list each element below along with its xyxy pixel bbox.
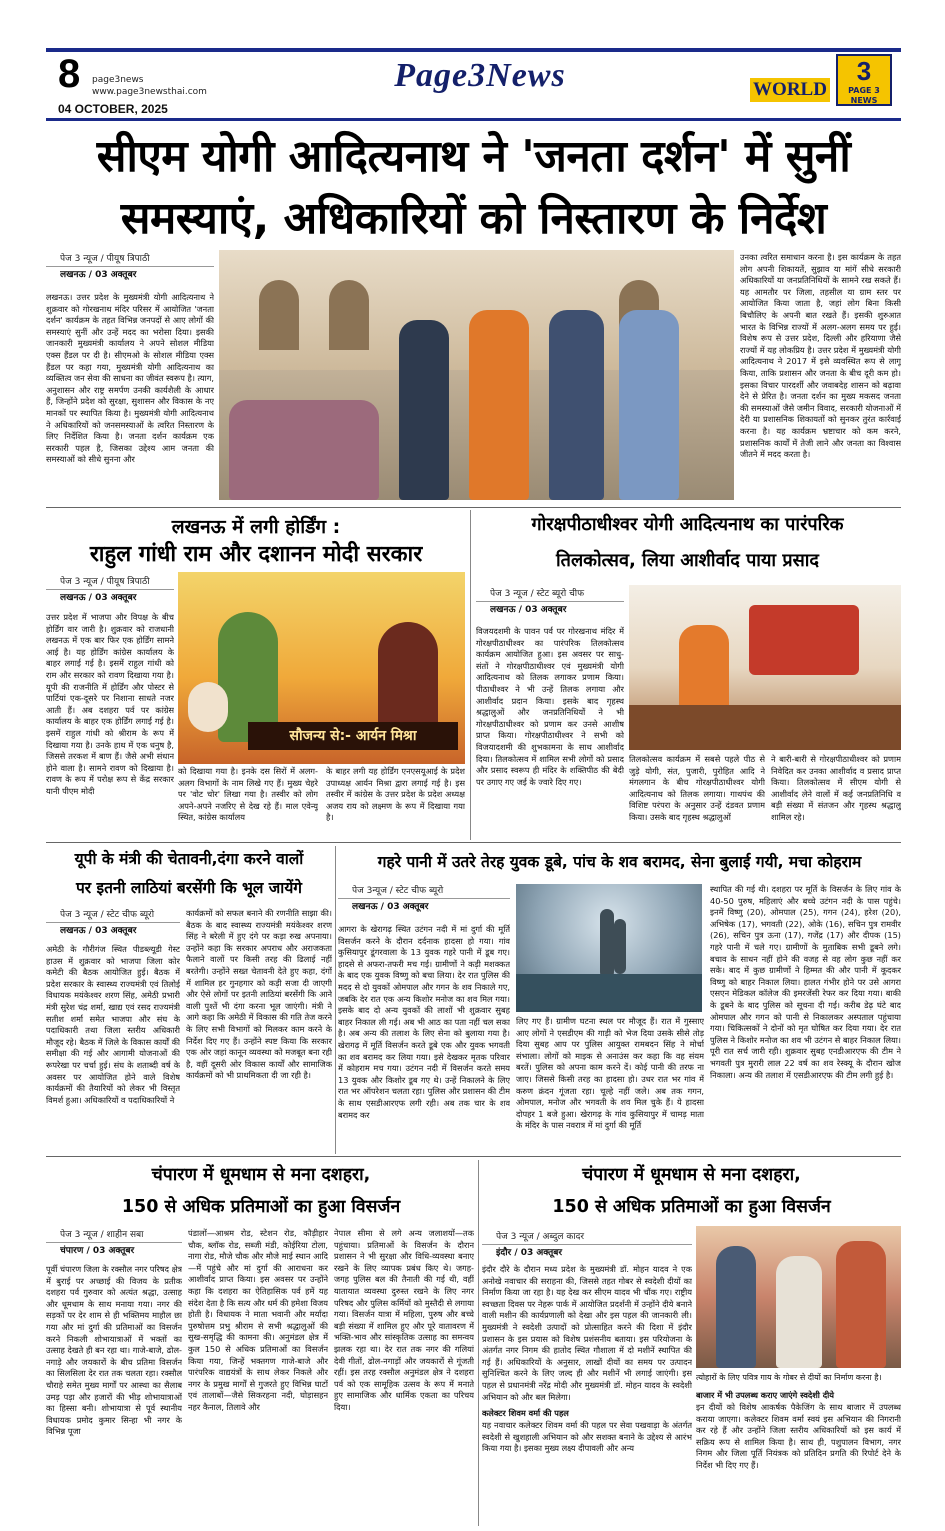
lead-dateline: लखनऊ / 03 अक्तूबर — [60, 270, 137, 280]
page-number: 8 — [58, 52, 81, 96]
hoarding-body-1: उत्तर प्रदेश में भाजपा और विपक्ष के बीच होर्डिंग वार जारी है। शुक्रवार को राजधानी लखनऊ में एक बार फिर एक होर्डिंग सामने आई है। यह होर्डिंग कांग्रेस कार्यालय के बाहर लगाई गई है। इसमें राहुल गांधी को राम और सरकार को रावण दिखाया गया है। यूपी की राजनीति में होर्डिंग और पोस्टर से पार्टियां एक-दूसरे पर निशाना साधते नजर आती हैं। अब दशहरा पर्व पर कांग्रेस कार्यालय के बाहर एक होर्डिंग लगाई गई है। इसमें राहुल गांधी को श्रीराम के रूप में दिखाया गया है। उनके हाथ में एक धनुष है, जिससे तरकश में बाण हैं। जैसे अभी संधान होने वाला है। सामने रावण को दिखाया है। रावण के रूप में परोक्ष रूप से केंद्र सरकार यानी पीएम मोदी — [46, 612, 174, 796]
minister-dateline: लखनऊ / 03 अक्तूबर — [60, 926, 137, 936]
lead-photo-janta-darshan — [219, 250, 734, 500]
hoarding-dateline: लखनऊ / 03 अक्तूबर — [60, 593, 137, 603]
badge-number: 3 — [856, 56, 872, 86]
masthead-links — [92, 74, 207, 98]
indore-headline-line-1: चंपारण में धूमधाम से मना दशहरा, — [582, 1165, 801, 1185]
minister-headline-line-2: पर इतनी लाठियां बरसेंगी कि भूल जायेंगे — [75, 879, 303, 897]
hoarding-poster-image — [178, 572, 465, 764]
tilakotsav-photo — [629, 585, 901, 750]
website-link: www.page3newsthai.com — [92, 87, 207, 97]
indore-diya-photo — [696, 1226, 901, 1368]
gorakhpur-headline-line-2: तिलकोत्सव, लिया आशीर्वाद पाया प्रसाद — [556, 550, 819, 571]
drowning-body-3: स्थापित की गई थी। दशहरा पर मूर्ति के विसर्जन के लिए गांव के 40-50 पुरुष, महिलाएं और बच्चे उटंगन नदी के पास पहुंचे। इनमें विष्णु (20), ओमपाल (25), गगन (24), हरेश (20), अभिषेक (17), भगवती (22), ओके (16), सचिन पुत्र रामवीर (26), सचिन पुत्र ऊना (17), गजेंद्र (17) और दीपक (15) गहरे पानी में चले गए। ग्रामीणों के मुताबिक सभी डूबने लगे। बचाव के साधन नहीं होने की वजह से वह लोग कुछ नहीं कर सके। बाद में कुछ ग्रामीणों ने हिम्मत की और पानी में कूदकर विष्णु को बाहर निकाल लिया। हालत गंभीर होने पर उसे आगरा एसएन मेडिकल कॉलेज की इमरजेंसी रेफर कर दिया गया। बाकी के डूबने के बाद पुलिस को सूचना दी गई। करीब डेढ़ घंटे बाद ओमपाल और गगन को पानी से निकालकर अस्पताल पहुंचाया गया। चिकित्सकों ने दोनों को मृत घोषित कर दिया गया। देर रात पुलिस ने किशोर मनोज का शव भी उटंगन से बाहर निकाल लिया। पूरी रात सर्च जारी रही। शुक्रवार सुबह एनडीआरएफ की टीम ने भगवती पुत्र मुरारी लाल 22 वर्ष का शव रेस्क्यू के दौरान खोज निकाला। अन्य की तलाश में एसडीआरएफ की टीम लगी हुई है। — [710, 884, 901, 1080]
hoarding-byline: पेज 3 न्यूज / पीयूष त्रिपाठी — [46, 575, 174, 590]
divider — [478, 1160, 479, 1526]
gorakhpur-body-1: विजयदशमी के पावन पर्व पर गोरखनाथ मंदिर में गोरक्षपीठाधीश्वर का पारंपरिक तिलकोत्सव कार्यक्रम आयोजित हुआ। इस अवसर पर साधु-संतों ने गोरक्षपीठाधीश्वर एवं मुख्यमंत्री योगी आदित्यनाथ को तिलक लगाकर प्रणाम किया। पीठाधीश्वर ने भी उन्हें तिलक लगाया और आशीर्वाद प्रदान किया। इसके बाद गृहस्थ श्रद्धालुओं और जनप्रतिनिधियों ने भी गोरक्षपीठाधीश्वर को प्रणाम कर उनसे आशीष प्राप्त किया। गोरक्षपीठाधीश्वर ने सभी को विजयादशमी की शुभकामना के साथ आशीर्वाद दिया। तिलकोत्सव में शामिल सभी लोगों को प्रसाद और प्रसाद स्वरूप ही मंदिर के शक्तिपीठ की बेदी पर उगाए गए जई के ज्वारे दिए गए। — [476, 626, 624, 787]
drowning-headline: गहरे पानी में उतरे तेरह युवक डूबे, पांच के शव बरामद, सेना बुलाई गयी, मचा कोहराम — [377, 853, 862, 871]
badge-text: PAGE 3 NEWS — [848, 86, 880, 105]
divider — [470, 510, 471, 840]
lead-headline-line-1: सीएम योगी आदित्यनाथ ने 'जनता दर्शन' में सुनीं — [96, 131, 851, 182]
indore-subhead-2: बाजार में भी उपलब्ध कराए जाएंगे स्वदेशी दीये — [696, 1390, 834, 1400]
champaran-body-1: पूर्वी चंपारण जिला के रक्सौल नगर परिषद क्षेत्र में बुराई पर अच्छाई की विजय के प्रतीक दशहरा पर्व गुरुवार को अत्यंत श्रद्धा, उत्साह और धूमधाम के साथ मनाया गया। नगर की सड़कों पर देर शाम से ही भक्तिमय माहौल छा गया और मां दुर्गा की प्रतिमाओं का विसर्जन करने निकली शोभायात्राओं में भक्तों का उत्साह देखते ही बन रहा था। गाजे-बाजे, ढोल-नगाड़े और जयकारों के बीच प्रतिमा विसर्जन का सिलसिला देर रात तक चलता रहा। रक्सौल चौराहे समेत मुख्य मार्गों पर आस्था का सैलाब उमड़ पड़ा और हजारों की भीड़ शोभायात्राओं का हिस्सा बनी। शोभायात्रा से पूर्व स्थानीय विधायक प्रमोद कुमार सिन्हा भी नगर के विभिन्न पूजा — [46, 1264, 182, 1437]
hoarding-body-3: के बाहर लगी यह होर्डिंग एनएसयूआई के प्रदेश उपाध्यक्ष आर्यन मिश्रा द्वारा लगाई गई है। इस तस्वीर में कांग्रेस के उत्तर प्रदेश के प्रदेश अध्यक्ष अजय राय को लक्ष्मण के रूप में दिखाया गया है। — [326, 766, 465, 823]
divider — [46, 1156, 901, 1157]
divider — [46, 842, 901, 843]
gorakhpur-byline: पेज 3 न्यूज / स्टेट ब्यूरो चीफ — [476, 587, 624, 602]
social-handle: page3news — [92, 75, 144, 85]
champaran-body-2: पंडालों—आश्रम रोड, स्टेशन रोड, कौड़ीहार चौक, ब्लॉक रोड, सब्जी मंडी, कोईरिया टोला, नागा रोड, मौजे चौक और मौजे माई स्थान आदि—में पहुंचे और मां दुर्गा की आराधना कर आशीर्वाद प्राप्त किया। इस अवसर पर उन्होंने कहा कि दशहरा का ऐतिहासिक पर्व हमें यह संदेश देता है कि सत्य और धर्म की हमेशा विजय होती है। विधायक ने माता भवानी और मर्यादा पुरुषोत्तम प्रभु श्रीराम से सभी श्रद्धालुओं की सुख-समृद्धि की कामना की। अनुमंडल क्षेत्र में कुल 150 से अधिक प्रतिमाओं का विसर्जन किया गया, जिन्हें भक्तगण गाजे-बाजे और पारंपरिक वाद्ययंत्रों के साथ लेकर निकले और नगर के प्रमुख मार्गों से गुजरते हुए विभिन्न घाटों एवं तालाबों—जैसे सिकरहना नदी, घोड़ासहन नहर कैनाल, तिलावे और — [188, 1228, 328, 1412]
champaran-byline: पेज 3 न्यूज / शाहीन सबा — [46, 1228, 182, 1243]
section-label: WORLD — [750, 78, 830, 102]
minister-body-2: कार्यक्रमों को सफल बनाने की रणनीति साझा की। बैठक के बाद स्वास्थ्य राज्यमंत्री मयंकेश्वर शरण सिंह ने बरेली में हुए दंगे पर कड़ा रुख अपनाया। उन्होंने कहा कि सरकार अपराध और अराजकता फैलाने वालों पर किसी तरह की ढिलाई नहीं बरतेगी। उन्होंने सख्त चेतावनी देते हुए कहा, दंगों में शामिल हर गुनहगार को कड़ी सजा दी जाएगी और ऐसे लोगों पर इतनी लाठियां बरसेंगी कि आने वाली पुश्तें भी दंगा करना भूल जाएंगी। मंत्री ने आगे कहा कि अमेठी में विकास की गति तेज करने के लिए सभी विभागों को मिलकर काम करने के निर्देश दिए गए हैं। उन्होंने स्पष्ट किया कि सरकार एक ओर जहां कानून व्यवस्था को मजबूत बना रही है, वहीं दूसरी ओर विकास कार्यों और सामाजिक कार्यक्रमों को भी प्राथमिकता दी जा रही है। — [186, 908, 332, 1081]
champaran-headline-line-1: चंपारण में धूमधाम से मना दशहरा, — [151, 1165, 371, 1185]
champaran-body-3: नेपाल सीमा से लगे अन्य जलाशयों—तक पहुंचाया। प्रतिमाओं के विसर्जन के दौरान प्रशासन ने भी सुरक्षा और विधि-व्यवस्था बनाए रखने के लिए व्यापक प्रबंध किए थे। जगह-जगह पुलिस बल की तैनाती की गई थी, वहीं यातायात व्यवस्था दुरुस्त रखने के लिए नगर परिषद और पुलिस कर्मियों को मुस्तैदी से लगाया गया। विसर्जन यात्रा में महिला, पुरुष और बच्चे बड़ी संख्या में शामिल हुए और पूरे वातावरण में भक्ति-भाव और सांस्कृतिक उत्साह का समन्वय झलक रहा था। देर रात तक नगर की गलियां देवी गीतों, ढोल-नगाड़ों और जयकारों से गूंजती रहीं। इस तरह रक्सौल अनुमंडल क्षेत्र ने दशहरा पर्व को एक सामूहिक उत्सव के रूप में मनाते हुए सामाजिक और धार्मिक एकता का परिचय दिया। — [334, 1228, 474, 1412]
indore-body-3: इन दीयों को विशेष आकर्षक पैकेजिंग के साथ बाजार में उपलब्ध कराया जाएगा। कलेक्टर शिवम वर्मा स्वयं इस अभियान की निगरानी कर रहे हैं और उन्होंने जिला स्तरीय अधिकारियों को इस कार्य में सक्रिय रूप से शामिल किया है। साथ ही, पशुपालन विभाग, नगर निगम और जिला पूर्ति नियंत्रक को प्रतिदिन प्रगति की रिपोर्ट देने के निर्देश भी दिए गए हैं। — [696, 1402, 901, 1470]
lead-body-right: उनका त्वरित समाधान करना है। इस कार्यक्रम के तहत लोग अपनी शिकायतें, सुझाव या मांगें सीधे सरकारी अधिकारियों या जनप्रतिनिधियों के सामने रख सकते हैं। यह आमतौर पर जिला, तहसील या ग्राम स्तर पर आयोजित किया जाता है, जहां लोग बिना किसी बिचौलिए के अपनी बात रखते हैं। इसकी शुरुआत भारत के विभिन्न राज्यों में अलग-अलग समय पर हुई। विशेष रूप से उत्तर प्रदेश, दिल्ली और हरियाणा जैसे राज्यों में यह लोकप्रिय है। उत्तर प्रदेश में मुख्यमंत्री योगी आदित्यनाथ ने 2017 में इसे व्यवस्थित रूप से लागू किया, ताकि प्रशासन और जनता के बीच दूरी कम हो। इसका विचार पारदर्शी और जवाबदेह शासन को बढ़ावा देने से प्रेरित है। जनता दर्शन का मुख्य मकसद जनता की समस्याओं जैसे जमीन विवाद, सरकारी योजनाओं में देरी या प्रशासनिक शिकायतों को सुनकर तुरंत कार्रवाई करना है। यह कार्यक्रम भ्रष्टाचार को कम करने, प्रशासनिक कार्यों में तेजी लाने और जनता का विश्वास जीतने में मदद करता है। — [740, 252, 901, 460]
hoarding-headline-line-1: लखनऊ में लगी होर्डिंग : — [171, 516, 341, 538]
issue-date: 04 OCTOBER, 2025 — [58, 102, 168, 116]
champaran-headline-line-2: 150 से अधिक प्रतिमाओं का हुआ विसर्जन — [121, 1197, 401, 1217]
lead-body-left: लखनऊ। उत्तर प्रदेश के मुख्यमंत्री योगी आदित्यनाथ ने शुक्रवार को गोरखनाथ मंदिर परिसर में आयोजित 'जनता दर्शन' कार्यक्रम के तहत विभिन्न जनपदों से आए लोगों की समस्याएं सुनीं और उन्हें मदद का भरोसा दिया। इसकी जानकारी मुख्यमंत्री कार्यालय ने अपने सोशल मीडिया एक्स हैंडल पर दी है। सीएमओ के सोशल मीडिया एक्स हैंडल पर कहा गया, मुख्यमंत्री योगी आदित्यनाथ का व्यक्तित्व जन सेवा की साधना का जीवंत स्वरूप है। त्याग, अनुशासन और राष्ट्र समर्पण उनकी कार्यशैली के आधार हैं, जिन्होंने प्रदेश को सुरक्षा, सुशासन और विकास के नए मानकों पर स्थापित किया है। मुख्यमंत्री योगी आदित्यनाथ ने अधिकारियों को जनसमस्याओं के त्वरित निस्तारण के लिए निर्देशित किया है। जनता दर्शन कार्यक्रम एक सरकारी पहल है, जिसका उद्देश्य आम जनता की समस्याओं को सीधे सुनना और — [46, 292, 214, 465]
hoarding-headline-line-2: राहुल गांधी राम और दशानन मोदी सरकार — [89, 542, 423, 567]
lead-headline-line-2: समस्याएं, अधिकारियों को निस्तारण के निर्देश — [120, 193, 827, 244]
drowning-photo — [516, 884, 702, 1012]
drowning-body-2: लिए गए हैं। ग्रामीण घटना स्थल पर मौजूद हैं। रात में गुस्साए आए लोगों ने एसडीएम की गाड़ी को भेज दिया उसके सीसे तोड़ दिया सुबह आप पर पुलिस आयुक्त रामबदन सिंह ने मोर्चा संभाला। लोगों को माइक से अनाउंस कर कहा कि वह संयम बरतें। पुलिस को अपना काम करने दें। कोई पानी की तरफ ना जाए। जिससे किसी तरह का हादसा हो। उधर रात भर गांव में करुण क्रंदन गूंजता रहा। चूल्हे नहीं जले। अब तक गगन, ओमपाल, मनोज और भगवती के शव मिल चुके हैं। ये हादसा दोपहर 1 बजे हुआ। खेरागढ़ के गांव कुसियापुर में चामड़ माता के मंदिर के पास नवरात्र में मां दुर्गा की मूर्ति — [516, 1016, 704, 1131]
minister-headline-line-1: यूपी के मंत्री की चेतावनी,दंगा करने वालों — [74, 850, 304, 868]
gorakhpur-dateline: लखनऊ / 03 अक्तूबर — [490, 605, 567, 615]
brand-badge — [836, 54, 892, 106]
indore-body-1: इंदौर दौरे के दौरान मध्य प्रदेश के मुख्यमंत्री डॉ. मोहन यादव ने एक अनोखे नवाचार की सराहना की, जिससे तहत गोबर से स्वदेशी दीयों का निर्माण किया जा रहा है। यह देख कर सीएम यादव भी चौंक गए। राष्ट्रीय स्वच्छता दिवस पर नेहरू पार्क में आयोजित प्रदर्शनी में उन्होंने दीये बनाने वाली मशीन की कार्यप्रणाली को देखा और इस पहल की जानकारी ली। मुख्यमंत्री ने स्वदेशी उत्पादों को प्रोत्साहित करने की दिशा में इंदौर प्रशासन के इस प्रयास को विशेष प्रशंसनीय बताया। इस परियोजना के अंतर्गत नगर निगम की हातोद स्थित गौशाला में दो मशीनें स्थापित की गई हैं। अधिकारियों के अनुसार, लाखों दीयों का समय पर उत्पादन सुनिश्चित करने के लिए जल्द ही और मशीनें भी लगाई जाएंगी। इस पहल से प्रधानमंत्री नरेंद्र मोदी और मुख्यमंत्री डॉ. मोहन यादव के स्वदेशी अभियान को और बल मिलेगा। — [482, 1264, 692, 1402]
drowning-dateline: लखनऊ / 03 अक्तूबर — [352, 902, 429, 912]
champaran-dateline: चंपारण / 03 अक्तूबर — [60, 1246, 135, 1256]
lead-byline: पेज 3 न्यूज / पीयूष त्रिपाठी — [46, 252, 214, 267]
indore-body-2: यह नवाचार कलेक्टर शिवम वर्मा की पहल पर सेवा पखवाड़ा के अंतर्गत स्वदेशी से खुशहाली अभियान को और सशक्त बनाने के उद्देश्य से आरंभ किया गया है। इसका मुख्य लक्ष्य दीपावली और अन्य — [482, 1420, 692, 1454]
indore-headline-line-2: 150 से अधिक प्रतिमाओं का हुआ विसर्जन — [552, 1197, 831, 1217]
drowning-body-1: आगरा के खेरागढ़ स्थित उटंगन नदी में मां दुर्गा की मूर्ति विसर्जन करने के दौरान दर्दनाक हादसा हो गया। गांव कुसियापुर डूंगरवाला के 13 युवक गहरे पानी में डूब गए। हादसे से अफरा-तफरी मच गई। ग्रामीणों ने कड़ी मशक्कत के बाद एक युवक विष्णु को बचा लिया। देर रात पुलिस की मदद से दो युवकों ओमपाल और गगन के शव निकाले गए, जबकि देर रात एक अन्य किशोर मनोज का शव मिल गया। इसके बाद दो अन्य युवकों की लाशों भी शुक्रवार सुबह बाहर निकाल ली गई। अब भी आठ का पता नहीं चल सका है। अब अन्य की तलाश के लिए सेना को बुलाया गया है। खेरागढ़ में मूर्ति विसर्जन करते डूबे एक और युवक भगवती का शव बरामद कर लिया गया। इसे देखकर मृतक परिवार में कोहराम मच गया। उटंगन नदी में विसर्जन करते समय 13 युवक और किशोर डूब गए थे। उन्हें निकालने के लिए रात भर ऑपरेशन चलता रहा। पुलिस और प्रशासन की टीम के साथ एसडीआरएफ लगी रही। अब तक चार के शव बरामद कर — [338, 924, 510, 1120]
indore-dateline: इंदौर / 03 अक्तूबर — [496, 1248, 563, 1258]
indore-byline: पेज 3 न्यूज / अब्दुल कादर — [482, 1230, 692, 1245]
hoarding-body-2: को दिखाया गया है। इनके दस सिरों में अलग-अलग विभागों के नाम लिखे गए हैं। मुख्य चेहरे पर 'वोट चोर' लिखा गया है। तस्वीर को लोग अपने-अपने नजरिए से देख रहे हैं। माल एवेन्यू स्थित, कांग्रेस कार्यालय — [178, 766, 318, 823]
masthead-rule — [46, 118, 901, 121]
gorakhpur-body-2: तिलकोत्सव कार्यक्रम में सबसे पहले पीठ से जुड़े योगी, संत, पुजारी, पुरोहित आदि ने मंगलगान के बीच गोरक्षपीठाधीश्वर योगी आदित्यनाथ को तिलक लगाया। गाथपंथ की विशिष्ट परंपरा के अनुसार उन्हें दंडवत प्रणाम किया। उसके बाद गृहस्थ श्रद्धालुओं — [629, 754, 765, 822]
divider — [335, 846, 336, 1154]
masthead-logo: Page3News — [394, 57, 566, 94]
minister-body-1: अमेठी के गौरीगंज स्थित पीडब्ल्यूडी गेस्ट हाउस में शुक्रवार को भाजपा जिला कोर कमेटी की बैठक आयोजित हुई। बैठक में प्रदेश सरकार के स्वास्थ्य राज्यमंत्री एवं तिलोई विधायक मयंकेश्वर शरण सिंह, अमेठी प्रभारी मंत्री सुरेश चंद्र शर्मा, खाद्य एवं रसद राज्यमंत्री सतीश शर्मा समेत भाजपा और संघ के पदाधिकारी तथा जिला स्तरीय अधिकारी मौजूद रहे। बैठक में जिले के विकास कार्यों की समीक्षा की गई और आगामी योजनाओं की रूपरेखा पर चर्चा हुई। संघ के शताब्दी वर्ष के अवसर पर आयोजित होने वाले विशेष कार्यक्रमों की तैयारियों को लेकर भी विस्तृत विमर्श हुआ। अधिकारियों व पदाधिकारियों ने — [46, 944, 180, 1105]
gorakhpur-headline-line-1: गोरक्षपीठाधीश्वर योगी आदित्यनाथ का पारंपरिक — [531, 514, 844, 535]
indore-photo-caption: त्योहारों के लिए पवित्र गाय के गोबर से दीयों का निर्माण करना है। — [696, 1373, 882, 1382]
poster-credit: सौजन्य से:- आर्यन मिश्रा — [248, 722, 458, 750]
minister-byline: पेज 3 न्यूज / स्टेट चीफ ब्यूरो — [46, 908, 180, 923]
drowning-byline: पेज 3न्यूज / स्टेट चीफ ब्यूरो — [338, 884, 510, 899]
indore-subhead-1: कलेक्टर शिवम वर्मा की पहल — [482, 1408, 569, 1418]
gorakhpur-body-3: ने बारी-बारी से गोरक्षपीठाधीश्वर को प्रणाम निवेदित कर उनका आशीर्वाद व प्रसाद प्राप्त किया। तिलकोत्सव में सीएम योगी से आशीर्वाद लेने वालों में कई जनप्रतिनिधि व बड़ी संख्या में संतजन और गृहस्थ श्रद्धालु शामिल रहे। — [771, 754, 901, 822]
